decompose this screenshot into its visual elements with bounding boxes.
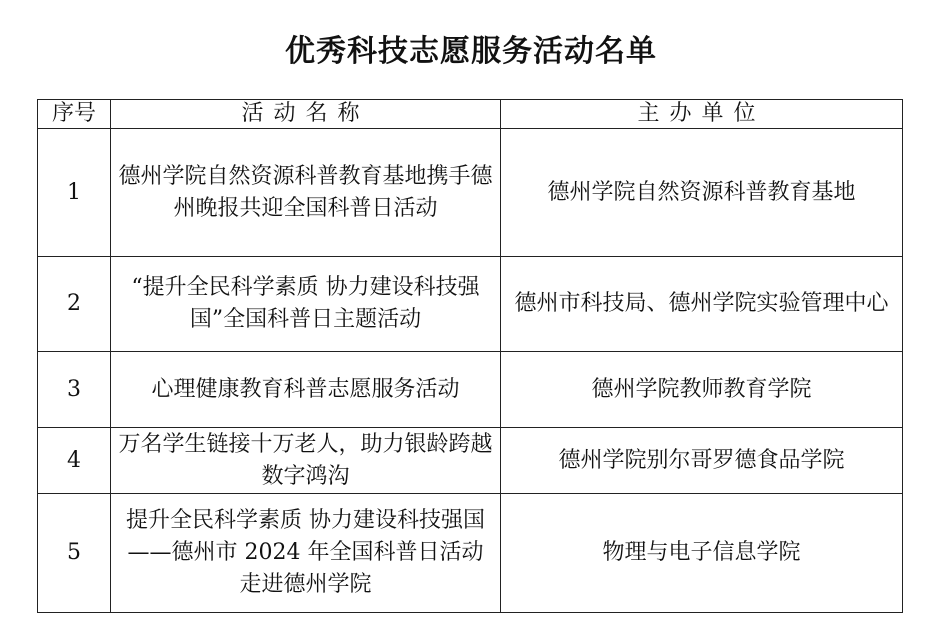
activity-table [37,99,903,613]
table-row [38,428,903,494]
row-number: 2 [38,257,111,352]
header-serial-number: 序号 [38,100,111,129]
organizer-cell: 德州市科技局、德州学院实验管理中心 [501,257,903,352]
organizer-cell: 德州学院教师教育学院 [501,352,903,428]
table-row [38,129,903,257]
header-organizer: 主办单位 [501,100,903,129]
row-number: 4 [38,428,111,494]
activity-name-cell: 心理健康教育科普志愿服务活动 [111,352,501,428]
activity-name-cell: 德州学院自然资源科普教育基地携手德州晚报共迎全国科普日活动 [111,129,501,257]
table-row [38,352,903,428]
activity-name-cell: “提升全民科学素质 协力建设科技强国”全国科普日主题活动 [111,257,501,352]
table-row [38,494,903,613]
organizer-cell: 德州学院自然资源科普教育基地 [501,129,903,257]
page-title: 优秀科技志愿服务活动名单 [285,34,657,69]
row-number: 1 [38,129,111,257]
activity-name-cell: 万名学生链接十万老人，助力银龄跨越数字鸿沟 [111,428,501,494]
table-row [38,257,903,352]
organizer-cell: 物理与电子信息学院 [501,494,903,613]
organizer-cell: 德州学院别尔哥罗德食品学院 [501,428,903,494]
row-number: 3 [38,352,111,428]
activity-name-cell: 提升全民科学素质 协力建设科技强国——德州市 2024 年全国科普日活动走进德州学院 [111,494,501,613]
row-number: 5 [38,494,111,613]
table-header-row [38,100,903,129]
header-activity-name: 活动名称 [111,100,501,129]
